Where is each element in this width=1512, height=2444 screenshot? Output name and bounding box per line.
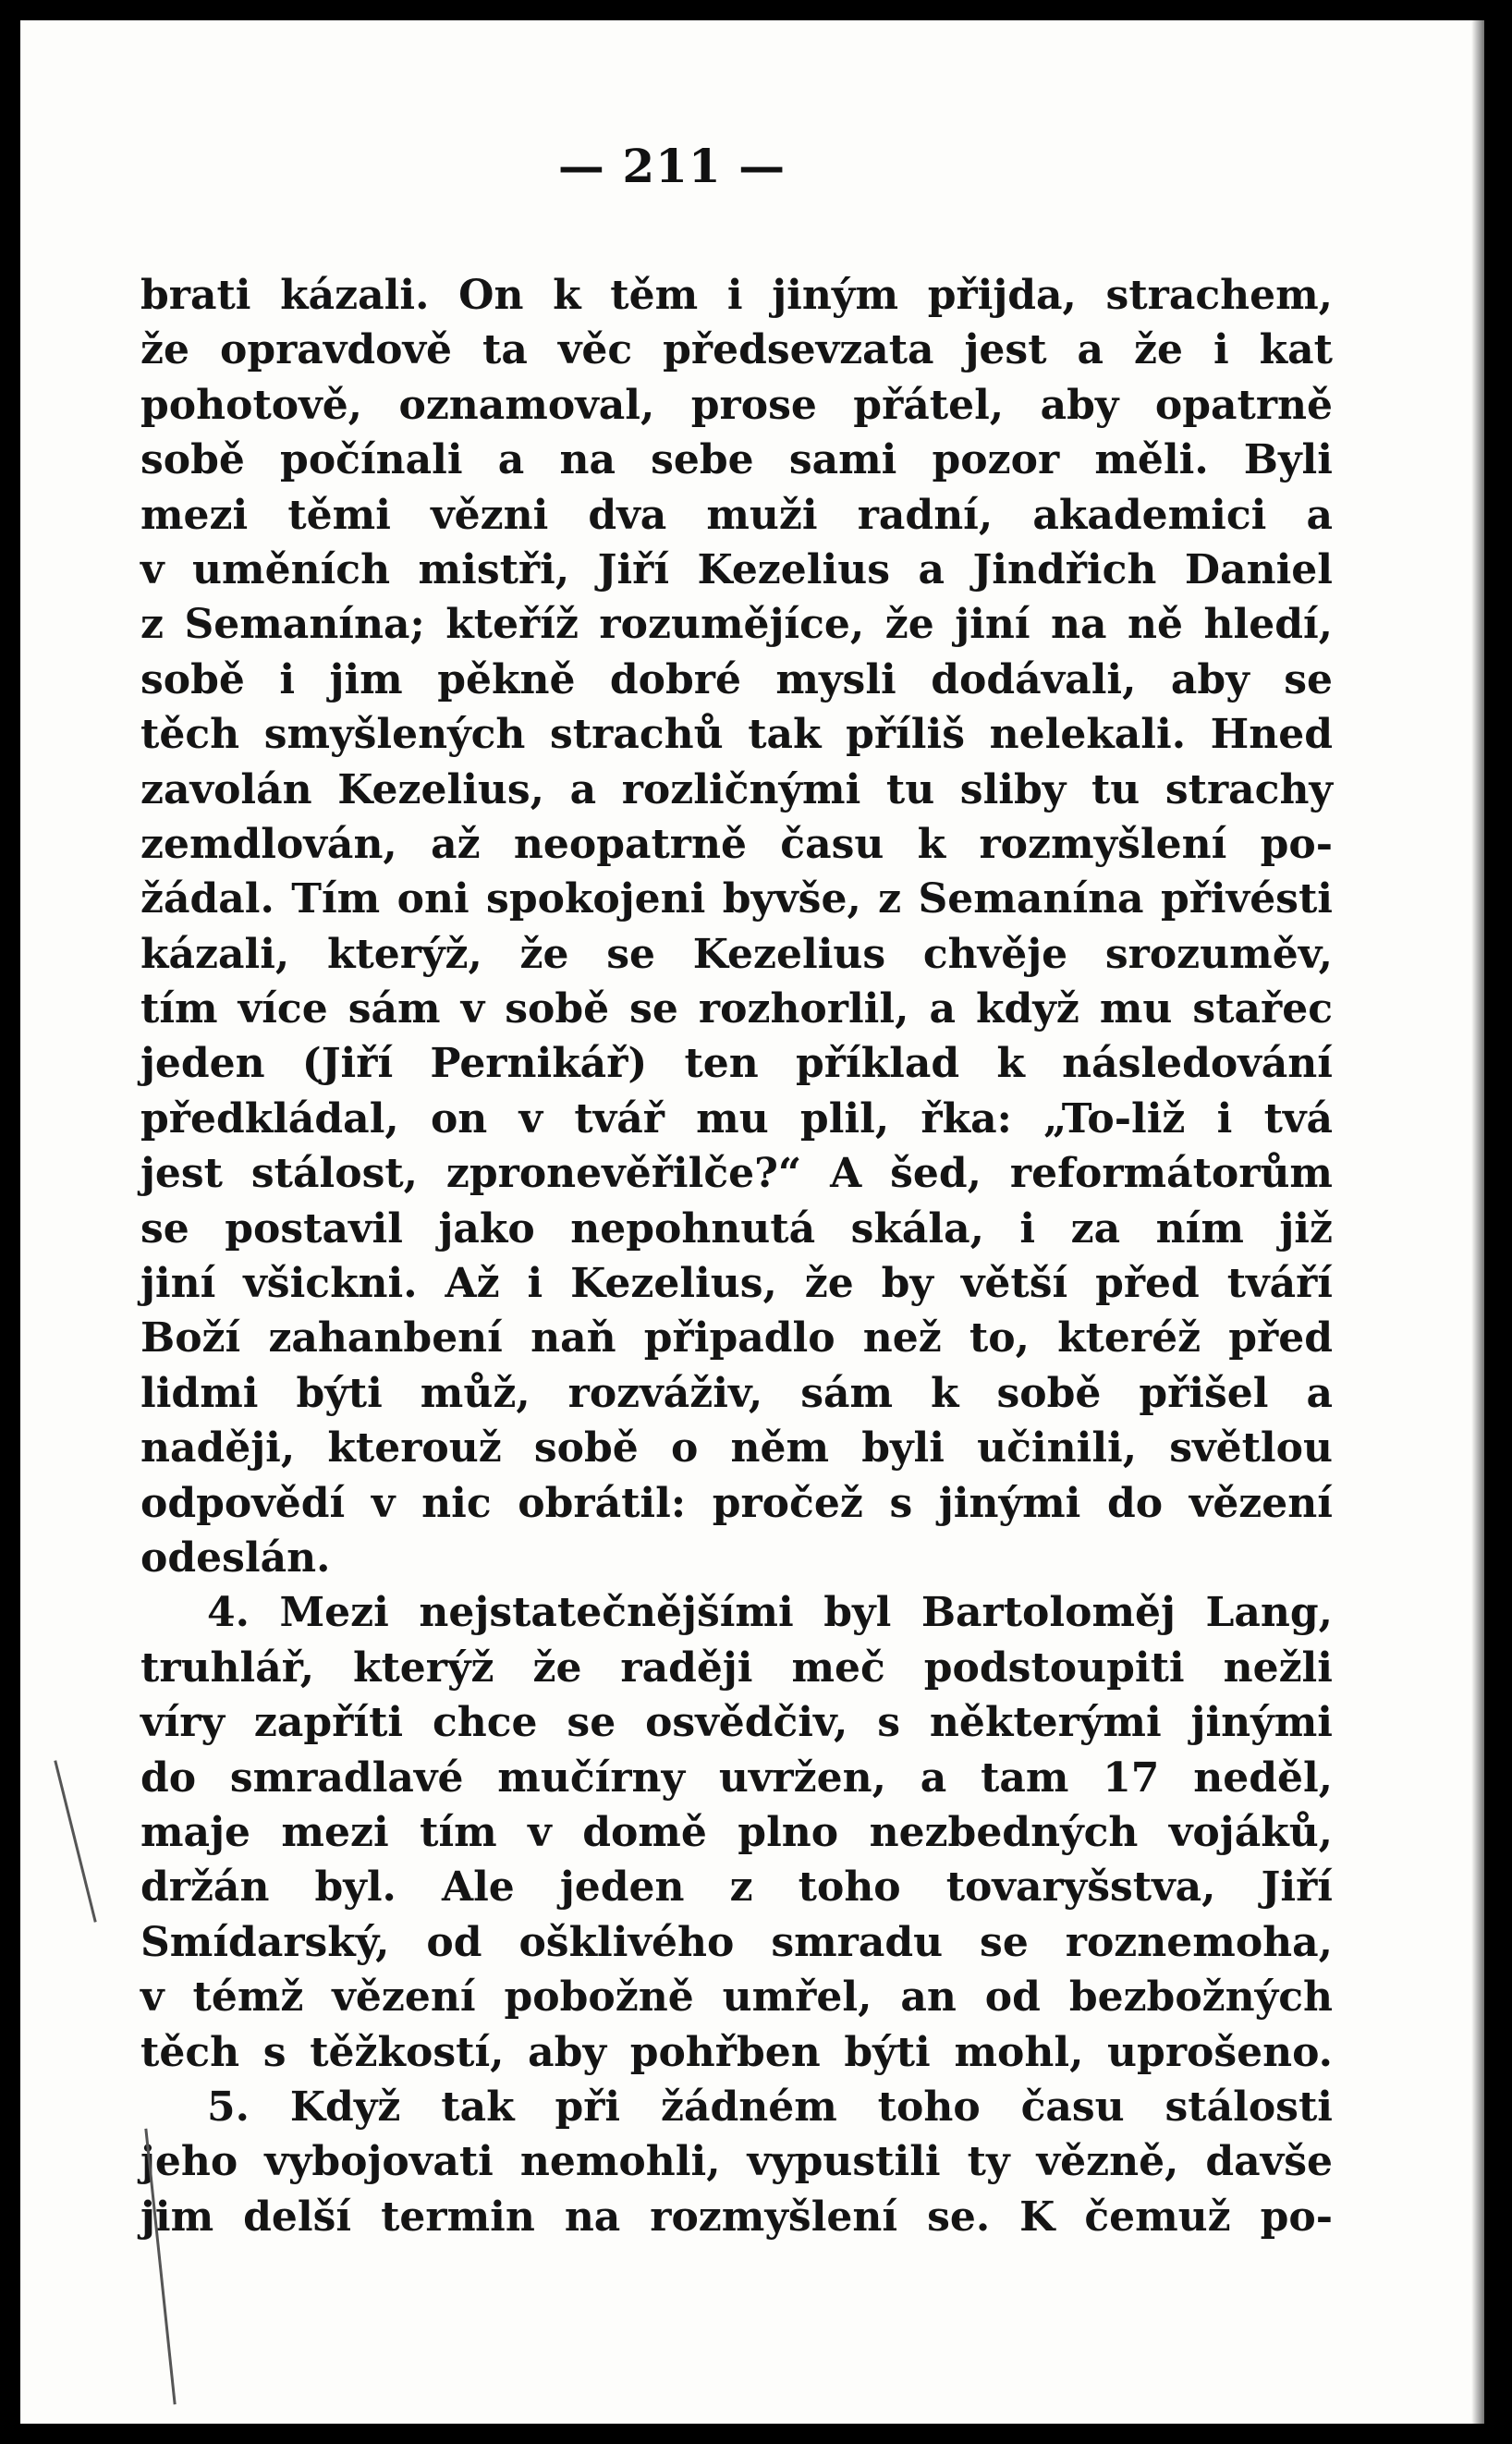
- text-line: těch smyšlených strachů tak příliš nelekali. Hned: [140, 711, 1333, 759]
- text-line: sobě i jim pěkně dobré mysli dodávali, aby se: [140, 655, 1333, 703]
- page-number: — 211 —: [557, 139, 786, 193]
- book-page: [20, 20, 1484, 2424]
- text-line: jest stálost, zpronevěřilče?“ A šed, reformátorům: [140, 1150, 1333, 1198]
- text-line: z Semanína; kteříž rozumějíce, že jiní na ně hledí,: [140, 601, 1333, 649]
- text-line: zavolán Kezelius, a rozličnými tu sliby tu strachy: [140, 765, 1333, 813]
- text-line: kázali, kterýž, že se Kezelius chvěje srozuměv,: [140, 930, 1333, 978]
- text-line: jeden (Jiří Pernikář) ten příklad k následování: [140, 1040, 1333, 1088]
- text-line: předkládal, on v tvář mu plil, řka: „To-liž i tvá: [140, 1094, 1333, 1143]
- page-edge-shadow: [1471, 20, 1484, 2424]
- text-line: lidmi býti můž, rozváživ, sám k sobě přišel a: [140, 1369, 1333, 1417]
- text-line: jeho vybojovati nemohli, vypustili ty vězně, davše: [140, 2138, 1333, 2186]
- text-line: odpovědí v nic obrátil: pročež s jinými do vězení: [140, 1479, 1333, 1527]
- text-line: sobě počínali a na sebe sami pozor měli. Byli: [140, 436, 1333, 484]
- text-line: v uměních mistři, Jiří Kezelius a Jindřich Daniel: [140, 545, 1333, 593]
- text-line: držán byl. Ale jeden z toho tovaryšstva, Jiří: [140, 1864, 1333, 1912]
- text-line: Boží zahanbení naň připadlo než to, kteréž před: [140, 1314, 1333, 1363]
- text-line: víry zapříti chce se osvědčiv, s některými jinými: [140, 1699, 1333, 1747]
- text-line: pohotově, oznamoval, prose přátel, aby opatrně: [140, 381, 1333, 429]
- body-text: [140, 268, 1333, 2244]
- text-line: těch s těžkostí, aby pohřben býti mohl, uprošeno.: [140, 2028, 1333, 2076]
- text-line: Smídarský, od ošklivého smradu se roznemoha,: [140, 1918, 1333, 1966]
- text-line: tím více sám v sobě se rozhorlil, a když mu stařec: [140, 985, 1333, 1033]
- text-line: truhlář, kterýž že raději meč podstoupiti nežli: [140, 1644, 1333, 1692]
- text-line: jiní všickni. Až i Kezelius, že by větší před tváří: [140, 1260, 1333, 1308]
- text-line: v témž vězení pobožně umřel, an od bezbožných: [140, 1974, 1333, 2022]
- text-line: 4. Mezi nejstatečnějšími byl Bartoloměj Lang,: [207, 1589, 1333, 1637]
- text-line: mezi těmi vězni dva muži radní, akademici a: [140, 491, 1333, 539]
- text-line: 5. Když tak při žádném toho času stálosti: [207, 2083, 1333, 2131]
- text-line: žádal. Tím oni spokojeni byvše, z Semanína přivésti: [140, 875, 1333, 923]
- text-line: naději, kterouž sobě o něm byli učinili, světlou: [140, 1424, 1333, 1473]
- margin-scratch: [54, 1760, 96, 1922]
- text-line: do smradlavé mučírny uvržen, a tam 17 neděl,: [140, 1754, 1333, 1802]
- text-line: že opravdově ta věc předsevzata jest a že i kat: [140, 326, 1333, 374]
- text-line: jim delší termin na rozmyšlení se. K čemuž po-: [140, 2193, 1333, 2241]
- text-line: se postavil jako nepohnutá skála, i za ním již: [140, 1204, 1333, 1253]
- text-line: brati kázali. On k těm i jiným přijda, strachem,: [140, 272, 1333, 319]
- text-line: maje mezi tím v domě plno nezbedných vojáků,: [140, 1808, 1333, 1856]
- text-line: zemdlován, až neopatrně času k rozmyšlení po-: [140, 820, 1333, 868]
- text-line: odeslán.: [140, 1534, 331, 1582]
